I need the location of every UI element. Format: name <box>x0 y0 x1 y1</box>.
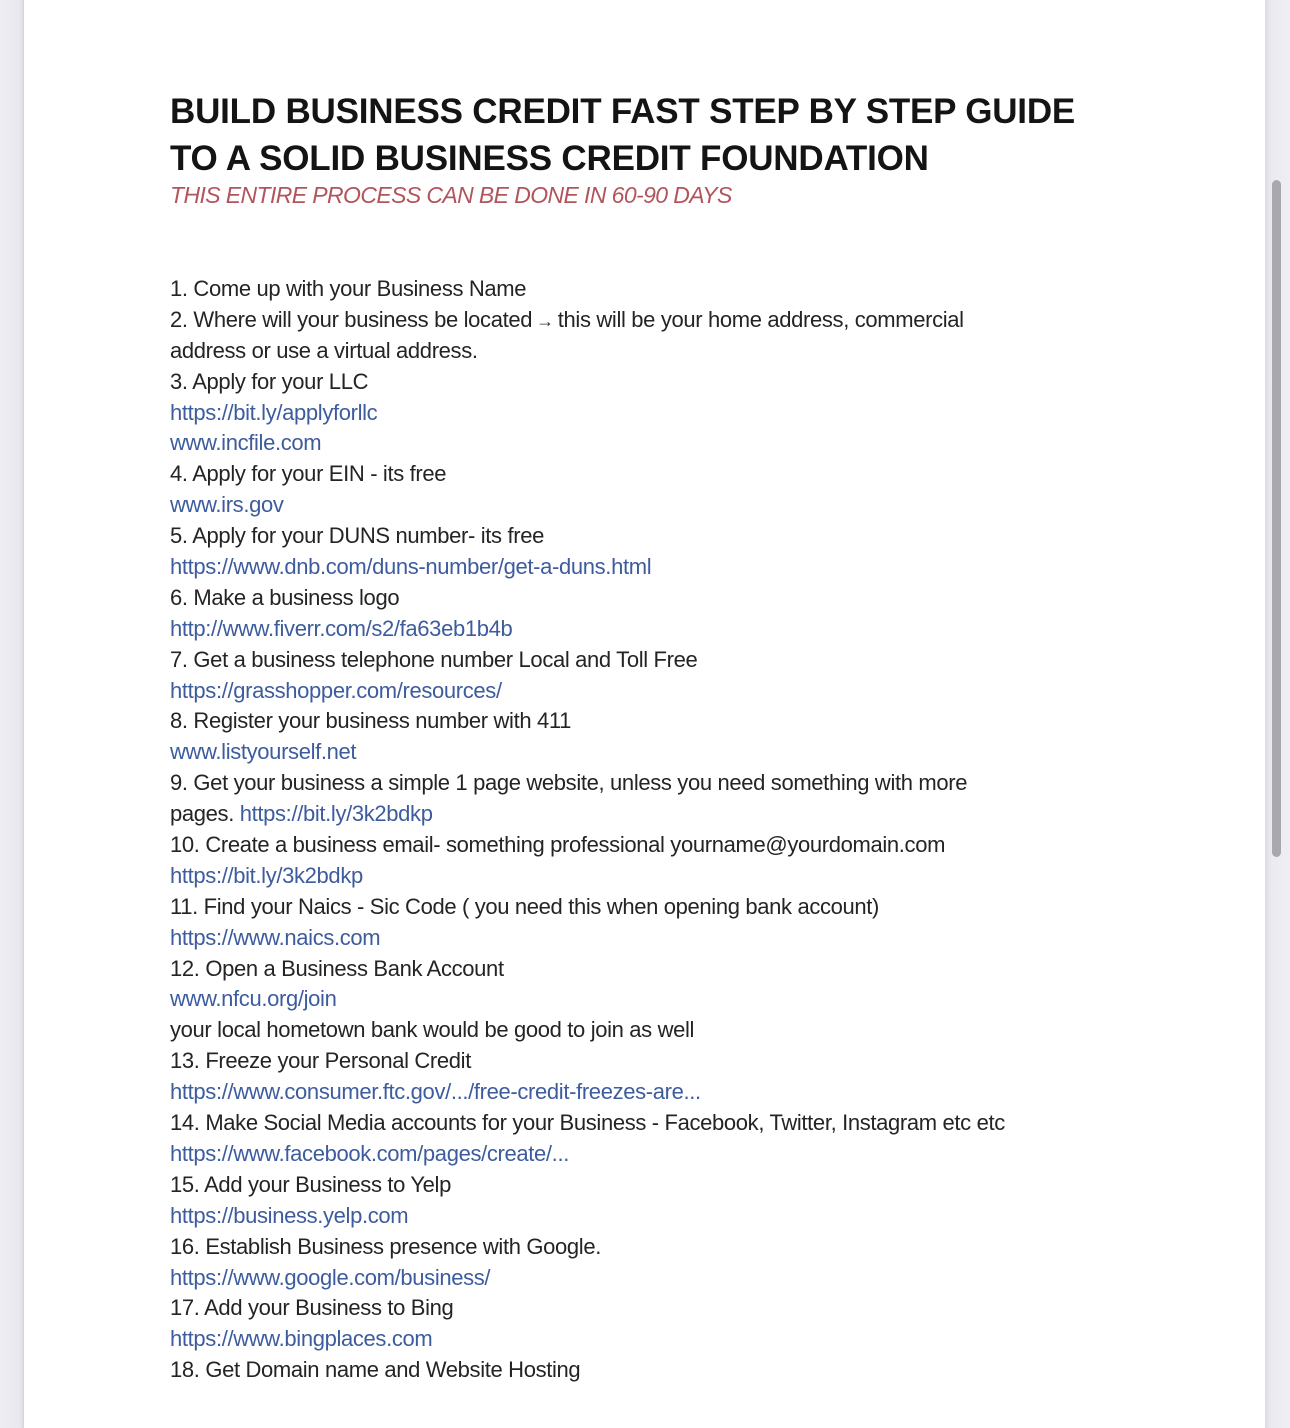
page-title <box>170 88 1130 182</box>
link-yelp[interactable]: https://business.yelp.com <box>170 1202 409 1228</box>
link-nfcu[interactable]: www.nfcu.org/join <box>170 986 337 1012</box>
title-line-2: TO A SOLID BUSINESS CREDIT FOUNDATION <box>170 139 929 178</box>
step-11: 11. Find your Naics - Sic Code ( you need this when opening bank account) <box>170 893 880 919</box>
step-15: 15. Add your Business to Yelp <box>170 1171 451 1197</box>
link-irs[interactable]: www.irs.gov <box>170 492 284 518</box>
scrollbar-thumb[interactable] <box>1272 180 1281 857</box>
step-6: 6. Make a business logo <box>170 584 400 610</box>
step-8: 8. Register your business number with 411 <box>170 708 572 734</box>
link-email-bitly[interactable]: https://bit.ly/3k2bdkp <box>170 862 363 888</box>
link-website-bitly[interactable]: https://bit.ly/3k2bdkp <box>239 801 433 827</box>
step-9-continuation: pages. https://bit.ly/3k2bdkp <box>170 801 433 827</box>
link-applyforllc[interactable]: https://bit.ly/applyforllc <box>170 399 378 425</box>
step-12: 12. Open a Business Bank Account <box>170 955 504 981</box>
step-17: 17. Add your Business to Bing <box>170 1295 454 1321</box>
link-naics[interactable]: https://www.naics.com <box>170 924 381 950</box>
title-line-1: BUILD BUSINESS CREDIT FAST STEP BY STEP GUIDE <box>170 92 1076 131</box>
step-9: 9. Get your business a simple 1 page website, unless you need something with more <box>170 770 968 796</box>
steps-list <box>170 274 1130 1386</box>
step-5: 5. Apply for your DUNS number- its free <box>170 523 544 549</box>
link-dnb[interactable]: https://www.dnb.com/duns-number/get-a-duns.html <box>170 554 652 580</box>
link-bingplaces[interactable]: https://www.bingplaces.com <box>170 1326 433 1352</box>
step-3: 3. Apply for your LLC <box>170 368 369 394</box>
link-incfile[interactable]: www.incfile.com <box>170 430 322 456</box>
document-content <box>170 88 1130 1386</box>
link-listyourself[interactable]: www.listyourself.net <box>170 739 357 765</box>
link-grasshopper[interactable]: https://grasshopper.com/resources/ <box>170 677 502 703</box>
step-1: 1. Come up with your Business Name <box>170 276 527 301</box>
step-18: 18. Get Domain name and Website Hosting <box>170 1357 581 1383</box>
link-fiverr[interactable]: http://www.fiverr.com/s2/fa63eb1b4b <box>170 615 513 641</box>
step-12-note: your local hometown bank would be good to join as well <box>170 1017 695 1043</box>
right-arrow-icon: → <box>536 310 554 331</box>
left-gutter <box>0 0 24 1428</box>
step-2-continuation: address or use a virtual address. <box>170 337 478 363</box>
step-7: 7. Get a business telephone number Local and Toll Free <box>170 646 698 672</box>
step-16: 16. Establish Business presence with Google. <box>170 1233 601 1259</box>
link-ftc-credit-freeze[interactable]: https://www.consumer.ftc.gov/.../free-credit-freezes-are... <box>170 1079 701 1105</box>
step-10: 10. Create a business email- something professional yourname@yourdomain.com <box>170 832 946 858</box>
step-14: 14. Make Social Media accounts for your Business - Facebook, Twitter, Instagram etc etc <box>170 1110 1005 1136</box>
link-google-business[interactable]: https://www.google.com/business/ <box>170 1264 491 1290</box>
subtitle: THIS ENTIRE PROCESS CAN BE DONE IN 60-90 DAYS <box>170 182 732 208</box>
link-facebook-pages[interactable]: https://www.facebook.com/pages/create/... <box>170 1140 569 1166</box>
step-13: 13. Freeze your Personal Credit <box>170 1048 471 1074</box>
step-4: 4. Apply for your EIN - its free <box>170 461 447 487</box>
step-2: 2. Where will your business be located → this will be your home address, commercial <box>170 306 964 332</box>
